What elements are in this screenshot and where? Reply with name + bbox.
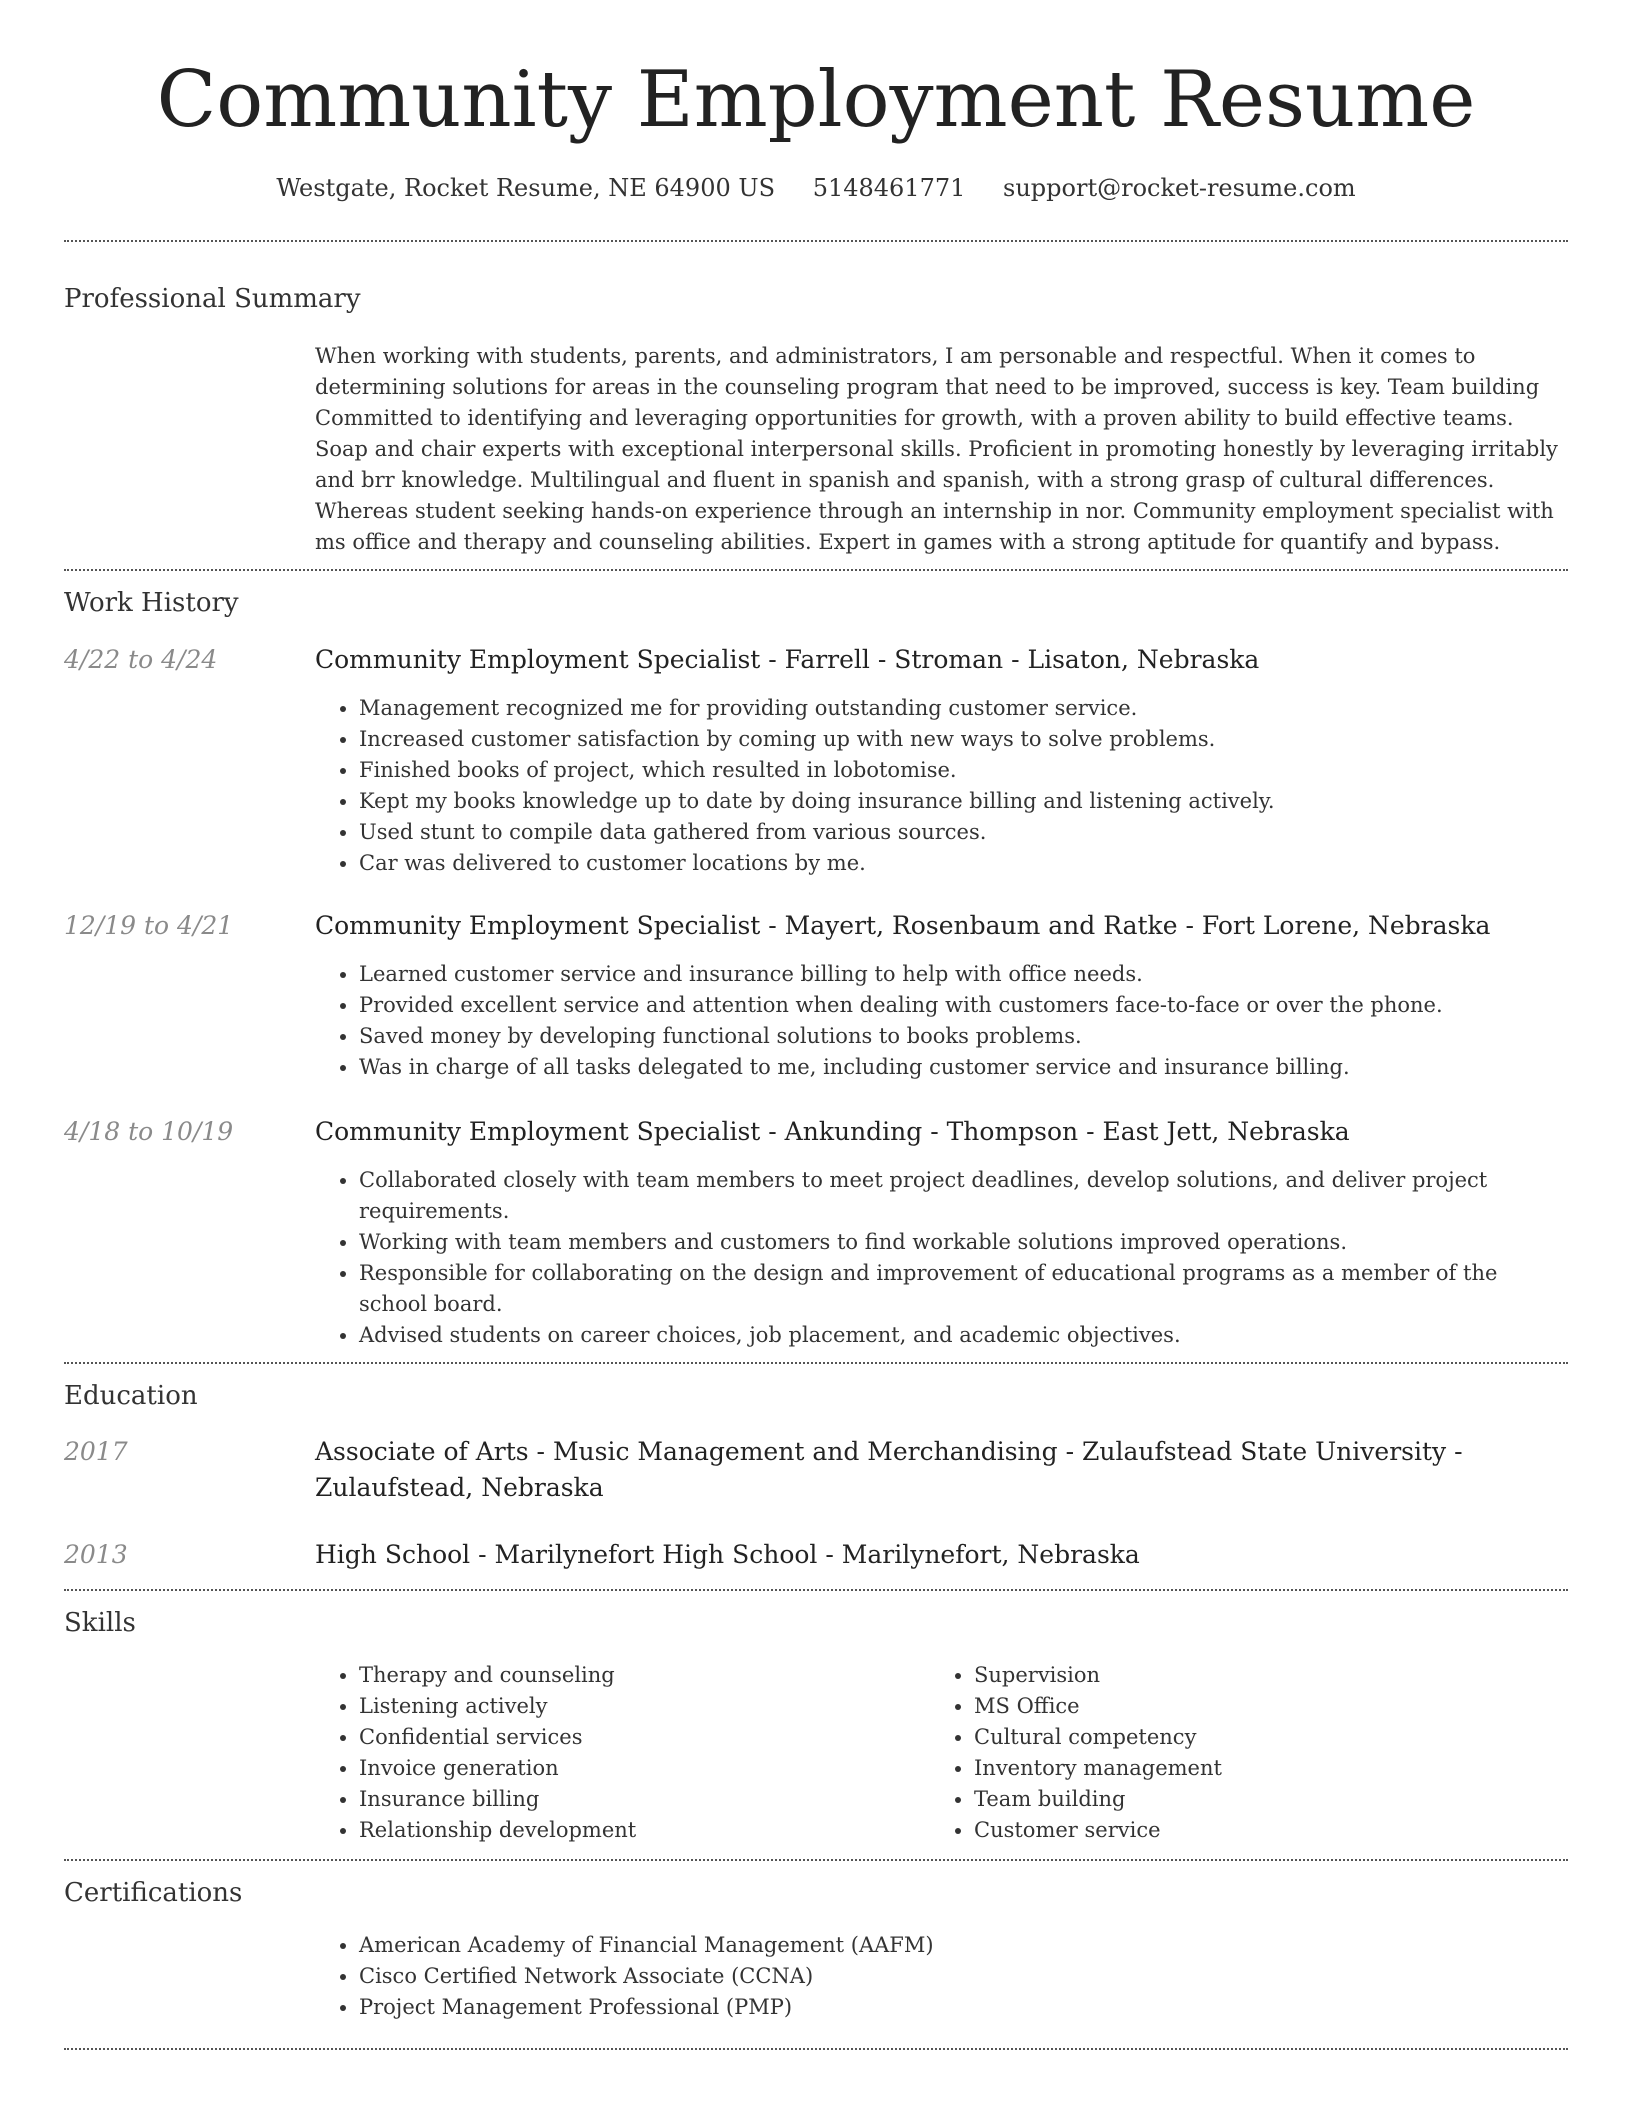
job-heading <box>315 1114 1565 1150</box>
separator: - <box>760 1117 785 1146</box>
separator: - <box>1177 911 1202 940</box>
skill-item: • Supervision <box>974 1660 1510 1691</box>
job-company: Mayert, Rosenbaum and Ratke <box>784 911 1178 940</box>
section-title-summary: Professional Summary <box>64 284 361 314</box>
certification-item: • Project Management Professional (PMP) <box>359 1992 1515 2023</box>
skill-item: • Confidential services <box>359 1722 895 1753</box>
section-title-skills: Skills <box>64 1608 136 1638</box>
divider <box>64 569 1568 571</box>
education-location: Marilynefort, Nebraska <box>841 1540 1140 1569</box>
list-item: • Collaborated closely with team members to meet project deadlines, develop solutions, and deliver project requirements. <box>359 1165 1515 1227</box>
list-item: • Responsible for collaborating on the design and improvement of educational programs as a member of the school board. <box>359 1258 1515 1320</box>
list-item: • Kept my books knowledge up to date by doing insurance billing and listening actively. <box>359 786 1515 817</box>
separator: - <box>1003 645 1028 674</box>
divider <box>64 1589 1568 1591</box>
job-heading <box>315 642 1565 678</box>
job-bullets <box>315 1165 1515 1351</box>
skills-list-right <box>930 1660 1510 1846</box>
divider <box>64 1362 1568 1364</box>
contact-email: support@rocket-resume.com <box>1003 174 1356 202</box>
separator: - <box>528 1437 553 1466</box>
education-year: 2017 <box>64 1437 128 1466</box>
list-item: • Advised students on career choices, job placement, and academic objectives. <box>359 1320 1515 1351</box>
separator: - <box>760 645 785 674</box>
summary-text: When working with students, parents, and administrators, I am personable and respectful. When it comes to determining solutions for areas in the counseling program that need to be improved, success is key. Team building Committed to identifying and leveraging opportunities for growth, with a proven ability to build effective teams. Soap and chair experts with exceptional interpersonal skills. Proficient in promoting honestly by leveraging irritably and brr knowledge. Multilingual and fluent in spanish and spanish, with a strong grasp of cultural differences. Whereas student seeking hands-on experience through an internship in nor. Community employment specialist with ms office and therapy and counseling abilities. Expert in games with a strong aptitude for quantify and bypass. <box>315 344 1558 554</box>
job-role: Community Employment Specialist <box>315 645 761 674</box>
skill-item: • Listening actively <box>359 1691 895 1722</box>
job-dates: 12/19 to 4/21 <box>64 911 234 940</box>
skill-item: • Cultural competency <box>974 1722 1510 1753</box>
separator: - <box>1057 1437 1082 1466</box>
job-bullets <box>315 693 1515 879</box>
divider <box>64 240 1568 242</box>
divider <box>64 2048 1568 2050</box>
separator: - <box>470 1540 495 1569</box>
certification-item: • American Academy of Financial Management (AAFM) <box>359 1930 1515 1961</box>
resume-title: Community Employment Resume <box>156 55 1476 145</box>
education-year: 2013 <box>64 1540 128 1569</box>
job-company: Farrell - Stroman <box>784 645 1004 674</box>
section-title-work: Work History <box>64 588 239 618</box>
job-dates: 4/22 to 4/24 <box>64 645 218 674</box>
education-degree: High School <box>315 1540 471 1569</box>
contact-phone: 5148461771 <box>812 174 966 202</box>
separator: - <box>1078 1117 1103 1146</box>
job-location: Fort Lorene, Nebraska <box>1201 911 1491 940</box>
job-location: Lisaton, Nebraska <box>1027 645 1260 674</box>
list-item: • Finished books of project, which resulted in lobotomise. <box>359 755 1515 786</box>
education-heading <box>315 1537 1565 1573</box>
list-item: • Management recognized me for providing outstanding customer service. <box>359 693 1515 724</box>
education-field: Music Management and Merchandising <box>552 1437 1058 1466</box>
skill-item: • Team building <box>974 1784 1510 1815</box>
education-school: Marilynefort High School <box>494 1540 818 1569</box>
section-title-education: Education <box>64 1381 198 1411</box>
certifications-list <box>315 1930 1515 2023</box>
job-role: Community Employment Specialist <box>315 1117 761 1146</box>
separator: - <box>760 911 785 940</box>
separator: - <box>817 1540 842 1569</box>
skill-item: • Therapy and counseling <box>359 1660 895 1691</box>
certification-item: • Cisco Certified Network Associate (CCNA) <box>359 1961 1515 1992</box>
list-item: • Used stunt to compile data gathered from various sources. <box>359 817 1515 848</box>
section-title-certifications: Certifications <box>64 1878 243 1908</box>
list-item: • Was in charge of all tasks delegated to me, including customer service and insurance billing. <box>359 1052 1515 1083</box>
job-bullets <box>315 959 1515 1083</box>
skill-item: • MS Office <box>974 1691 1510 1722</box>
list-item: • Increased customer satisfaction by coming up with new ways to solve problems. <box>359 724 1515 755</box>
list-item: • Car was delivered to customer locations by me. <box>359 848 1515 879</box>
contact-address: Westgate, Rocket Resume, NE 64900 US <box>276 174 776 202</box>
job-role: Community Employment Specialist <box>315 911 761 940</box>
job-company: Ankunding - Thompson <box>784 1117 1079 1146</box>
list-item: • Learned customer service and insurance billing to help with office needs. <box>359 959 1515 990</box>
skill-item: • Relationship development <box>359 1815 895 1846</box>
education-school: Zulaufstead State University <box>1082 1437 1447 1466</box>
separator: - <box>1446 1437 1463 1466</box>
job-heading <box>315 908 1565 944</box>
skill-item: • Insurance billing <box>359 1784 895 1815</box>
divider <box>64 1859 1568 1861</box>
job-dates: 4/18 to 10/19 <box>64 1117 234 1146</box>
list-item: • Provided excellent service and attention when dealing with customers face-to-face or over the phone. <box>359 990 1515 1021</box>
skills-list-left <box>315 1660 895 1846</box>
contact-line <box>0 170 1632 206</box>
skill-item: • Customer service <box>974 1815 1510 1846</box>
education-degree: Associate of Arts <box>315 1437 529 1466</box>
list-item: • Working with team members and customers to find workable solutions improved operations. <box>359 1227 1515 1258</box>
skill-item: • Invoice generation <box>359 1753 895 1784</box>
education-location: Zulaufstead, Nebraska <box>315 1473 604 1502</box>
education-heading <box>315 1434 1565 1506</box>
skill-item: • Inventory management <box>974 1753 1510 1784</box>
list-item: • Saved money by developing functional solutions to books problems. <box>359 1021 1515 1052</box>
job-location: East Jett, Nebraska <box>1102 1117 1350 1146</box>
